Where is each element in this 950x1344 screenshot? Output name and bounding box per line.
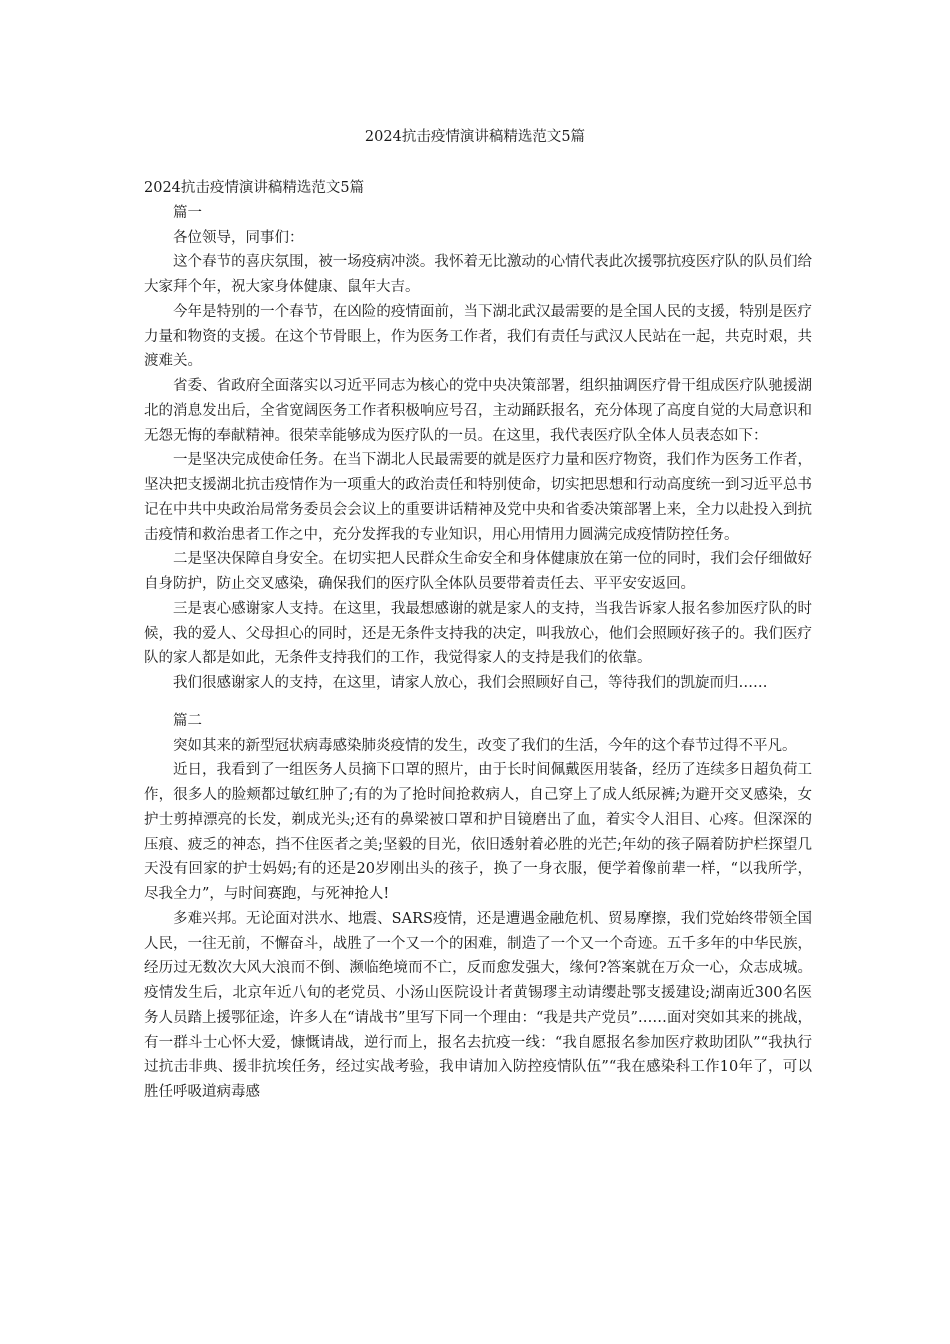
paragraph: 近日，我看到了一组医务人员摘下口罩的照片，由于长时间佩戴医用装备，经历了连续多日超负荷工作，很多人的脸颊都过敏红肿了;有的为了抢时间抢救病人，自己穿上了成人纸尿裤;为避开交叉感染，女护士剪掉漂亮的长发，剃成光头;还有的鼻梁被口罩和护目镜磨出了血，着实令人泪目、心疼。但深深的压痕、疲乏的神态，挡不住医者之美;坚毅的目光，依旧透射着必胜的光芒;年幼的孩子隔着防护栏探望几天没有回家的护士妈妈;有的还是20岁刚出头的孩子，换了一身衣服，便学着像前辈一样，“以我所学，尽我全力”，与时间赛跑，与死神抢人! bbox=[144, 762, 812, 902]
paragraph: 多难兴邦。无论面对洪水、地震、SARS疫情，还是遭遇金融危机、贸易摩擦，我们党始终带领全国人民，一往无前，不懈奋斗，战胜了一个又一个的困难，制造了一个又一个奇迹。五千多年的中华民族，经历过无数次大风大浪而不倒、濒临绝境而不亡，反而愈发强大，缘何?答案就在万众一心，众志成城。疫情发生后，北京年近八旬的老党员、小汤山医院设计者黄锡璆主动请缨赴鄂支援建设;湖南近300名医务人员踏上援鄂征途，许多人在“请战书”里写下同一个理由：“我是共产党员”……面对突如其来的挑战，有一群斗士心怀大爱，慷慨请战，逆行而上，报名去抗疫一线：“我自愿报名参加医疗救助团队”“我执行过抗击非典、援非抗埃任务，经过实战考验，我申请加入防控疫情队伍”“我在感染科工作10年了，可以胜任呼吸道病毒感 bbox=[144, 910, 812, 1100]
section-heading-2: 篇二 bbox=[173, 712, 202, 729]
document-body bbox=[144, 176, 812, 1105]
paragraph: 二是坚决保障自身安全。在切实把人民群众生命安全和身体健康放在第一位的同时，我们会仔细做好自身防护，防止交叉感染，确保我们的医疗队全体队员要带着责任去、平平安安返回。 bbox=[144, 551, 812, 592]
paragraph: 一是坚决完成使命任务。在当下湖北人民最需要的就是医疗力量和医疗物资，我们作为医务工作者，坚决把支援湖北抗击疫情作为一项重大的政治责任和特别使命，切实把思想和行动高度统一到习近平总书记在中共中央政治局常务委员会会议上的重要讲话精神及党中央和省委决策部署上来，全力以赴投入到抗击疫情和救治患者工作之中，充分发挥我的专业知识，用心用情用力圆满完成疫情防控任务。 bbox=[144, 452, 812, 543]
section-heading-1: 篇一 bbox=[173, 204, 202, 221]
paragraph: 突如其来的新型冠状病毒感染肺炎疫情的发生，改变了我们的生活，今年的这个春节过得不平凡。 bbox=[173, 737, 797, 754]
paragraph: 我们很感谢家人的支持，在这里，请家人放心，我们会照顾好自己，等待我们的凯旋而归…… bbox=[173, 675, 768, 691]
paragraph: 三是衷心感谢家人支持。在这里，我最想感谢的就是家人的支持，当我告诉家人报名参加医疗队的时候，我的爱人、父母担心的同时，还是无条件支持我的决定，叫我放心，他们会照顾好孩子的。我们医疗队的家人都是如此，无条件支持我们的工作，我觉得家人的支持是我们的依靠。 bbox=[144, 600, 812, 667]
paragraph: 这个春节的喜庆氛围，被一场疫病冲淡。我怀着无比激动的心情代表此次援鄂抗疫医疗队的队员们给大家拜个年，祝大家身体健康、鼠年大吉。 bbox=[144, 254, 812, 295]
paragraph: 今年是特别的一个春节，在凶险的疫情面前，当下湖北武汉最需要的是全国人民的支援，特别是医疗力量和物资的支援。在这个节骨眼上，作为医务工作者，我们有责任与武汉人民站在一起，共克时艰，共渡难关。 bbox=[144, 303, 812, 370]
document-title: 2024抗击疫情演讲稿精选范文5篇 bbox=[364, 129, 586, 145]
document-subtitle: 2024抗击疫情演讲稿精选范文5篇 bbox=[144, 180, 365, 196]
paragraph: 各位领导，同事们： bbox=[173, 229, 304, 246]
paragraph: 省委、省政府全面落实以习近平同志为核心的党中央决策部署，组织抽调医疗骨干组成医疗队驰援湖北的消息发出后，全省宽阔医务工作者积极响应号召，主动踊跃报名，充分体现了高度自觉的大局意识和无怨无悔的奉献精神。很荣幸能够成为医疗队的一员。在这里，我代表医疗队全体人员表态如下： bbox=[144, 378, 812, 444]
